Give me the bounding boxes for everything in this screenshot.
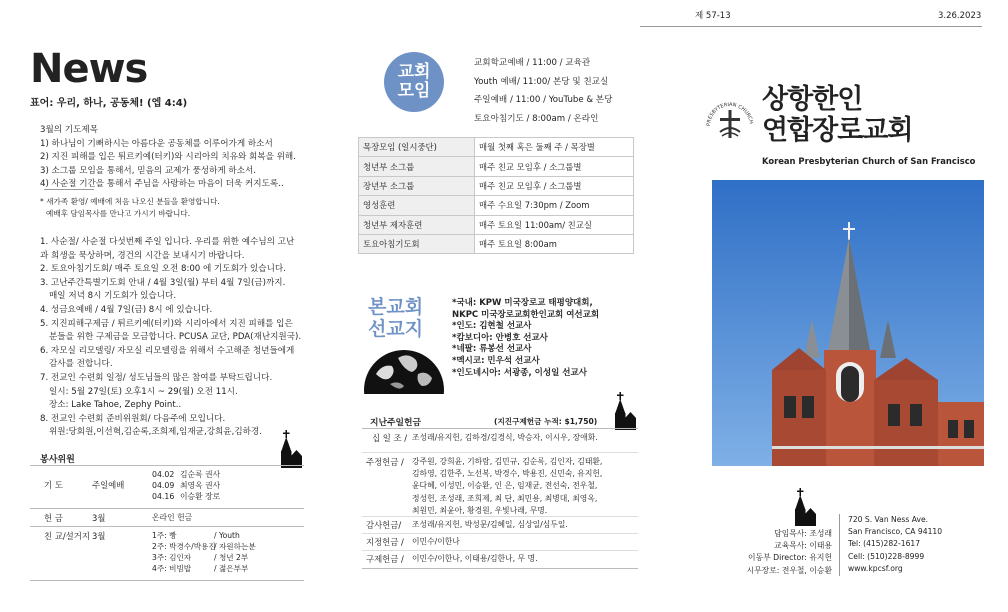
- schedule-time: 매주 친교 모임후 / 소그룹별: [475, 176, 634, 195]
- schedule-row: [359, 196, 634, 215]
- church-name-korean: [762, 84, 913, 146]
- contact-cell: Cell: (510)228-8999: [848, 551, 925, 561]
- service-person: 최영옥 권사: [180, 481, 221, 490]
- mission-title-line: 본교회: [368, 296, 424, 318]
- service-date: 04.02: [152, 470, 175, 479]
- mission-line: *캄보디아: 안병호 선교사: [452, 332, 548, 343]
- issue-number: 제 57-13: [695, 11, 731, 21]
- badge-line: 모임: [397, 81, 431, 101]
- mission-list: [452, 298, 599, 379]
- announcement-line: 6. 자모실 리모델링/ 자모실 리모델링을 위해서 수고해준 청년들에게: [40, 345, 295, 356]
- announcement-line: 1. 사순절/ 사순절 다섯번째 주일 입니다. 우리를 위한 예수님의 고난: [40, 237, 295, 247]
- mission-line: *네팔: 류봉선 선교사: [452, 344, 532, 355]
- prayer-item: 3) 소그룹 모임을 통해서, 믿음의 교제가 풍성하게 하소서.: [40, 165, 257, 176]
- service-row: [30, 512, 304, 524]
- schedule-row: [359, 157, 634, 176]
- news-title: News: [30, 46, 148, 92]
- offering-label: 십 일 조 /: [372, 433, 408, 443]
- worship-line: 토요아침기도 / 8:00am / 온라인: [474, 113, 599, 124]
- announcement-line: 5. 지진피해구제금 / 튀르키예(터키)와 시리아에서 지진 피해를 입은: [40, 318, 293, 329]
- worship-line: 주일예배 / 11:00 / YouTube & 본당: [474, 95, 613, 105]
- announcement-line: 위원:당회원,이선혁,김순록,조희제,임재균,강희윤,김하경.: [49, 427, 262, 438]
- schedule-time: 매주 토요일 8:00am: [475, 234, 634, 253]
- welcome-line: * 새가족 환영/ 예배에 처음 나오신 분들을 환영합니다.: [40, 197, 220, 206]
- offering-label: 지정헌금 /: [366, 537, 404, 547]
- service-week: 2주: 박경수/박용진: [152, 542, 216, 551]
- offering-row: [362, 456, 638, 517]
- service-row: [30, 530, 304, 574]
- mission-title-line: 선교지: [368, 318, 424, 340]
- church-name-line: 연합장로교회: [762, 115, 913, 146]
- mission-line: *멕시코: 민우석 선교사: [452, 355, 540, 366]
- announcement-line: 7. 전교인 수련회 일정/ 성도님들의 많은 참여를 부탁드립니다.: [40, 372, 273, 383]
- church-silhouette-icon: [610, 392, 636, 430]
- globe-icon: [362, 344, 446, 394]
- schedule-name: 청년부 소그룹: [359, 157, 475, 176]
- announcement-line: 감사를 전합니다.: [49, 359, 113, 370]
- mission-line: *국내: KPW 미국장로교 태평양대회,: [452, 298, 593, 308]
- service-label: 친 교/설거지: [44, 531, 90, 541]
- service-category: 3월: [92, 513, 106, 523]
- service-date: 04.09: [152, 481, 175, 490]
- announcement-line: 일시: 5월 27일(토) 오후1시 ~ 29(월) 오전 11시.: [49, 386, 238, 397]
- service-person: / 청년 2부: [214, 553, 249, 562]
- seal-text: PRESBYTERIAN CHURCH: [705, 101, 754, 127]
- offering-names: 강주원, 강희윤, 기하람, 김민규, 김순록, 김인자, 김태환,: [412, 457, 603, 466]
- service-category: 주일예배: [92, 480, 125, 490]
- offering-row: [362, 553, 638, 565]
- schedule-table: [358, 137, 634, 254]
- announcement-line: 분들을 위한 구제금을 모금합니다. PCUSA 교단, PDA(재난지원국).: [49, 332, 302, 343]
- schedule-name: 목장모임 (일시중단): [359, 138, 475, 157]
- announcement-line: 3. 고난주간특별기도회 안내 / 4월 3일(월) 부터 4월 7일(금)까지.: [40, 277, 286, 288]
- announcement-line: 8. 전교인 수련회 준비위원회/ 다음주에 모입니다.: [40, 413, 226, 424]
- worship-line: Youth 예배/ 11:00/ 본당 및 친교실: [474, 76, 609, 87]
- service-week: 1주: 빵: [152, 531, 177, 540]
- schedule-name: 청년부 제자훈련: [359, 215, 475, 234]
- offering-label: 주정헌금 /: [366, 457, 404, 467]
- service-week: 4주: 비빔밥: [152, 564, 192, 573]
- offering-label: 감사헌금/: [366, 520, 402, 530]
- service-person: / Youth: [214, 531, 240, 540]
- service-week: 3주: 김인자: [152, 553, 192, 562]
- service-row: [30, 467, 304, 505]
- announcement-line: 매일 저녁 8시 기도회가 있습니다.: [49, 291, 177, 302]
- staff-line: 담임목사: 조성래: [774, 529, 832, 538]
- offering-names: 이민수/이한나, 이태용/김한나, 무 명.: [412, 554, 538, 563]
- schedule-time: 매주 토요일 11:00am/ 친교실: [475, 215, 634, 234]
- schedule-name: 영성훈련: [359, 196, 475, 215]
- announcement-list: [40, 236, 301, 440]
- offering-names: 조성래/유지헌, 김하경/김경식, 박승자, 이시우, 장애화.: [412, 433, 598, 442]
- church-silhouette-icon: [790, 488, 816, 526]
- welcome-section: [40, 196, 220, 220]
- contact-city: San Francisco, CA 94110: [848, 527, 943, 537]
- schedule-row: [359, 138, 634, 157]
- service-person: 온라인 헌금: [152, 513, 193, 522]
- contact-info: [848, 514, 942, 575]
- service-person: / 자원하는분: [214, 542, 256, 551]
- church-name-line: 상항한인: [762, 84, 863, 115]
- service-person: 이승환 장로: [180, 492, 221, 501]
- contact-phone: Tel: (415)282-1617: [848, 539, 921, 549]
- offering-row: [362, 432, 638, 444]
- church-photo: [712, 180, 984, 466]
- service-label: 기 도: [44, 480, 63, 490]
- announcement-line: 2. 토요아침기도회/ 매주 토요일 오전 8:00 에 기도회가 있습니다.: [40, 264, 286, 275]
- staff-list: [722, 528, 832, 577]
- service-person: 김순록 권사: [180, 470, 221, 479]
- service-title: 봉사위원: [40, 455, 75, 465]
- contact-website: www.kpcsf.org: [848, 563, 903, 573]
- mission-line: NKPC 미국장로교회한인교회 여선교회: [452, 309, 600, 320]
- service-category: 3월: [92, 531, 106, 541]
- staff-line: 이동부 Director: 유지헌: [748, 553, 832, 563]
- mission-line: *인도네시아: 서광종, 이성일 선교사: [452, 367, 587, 378]
- svg-text:PRESBYTERIAN CHURCH (U.S.A.): [702, 96, 754, 126]
- service-table: [30, 467, 304, 505]
- badge-line: 교회: [397, 62, 431, 82]
- schedule-name: 토요아침기도회: [359, 234, 475, 253]
- schedule-row: [359, 176, 634, 195]
- announcement-line: 장소: Lake Tahoe, Zephy Point..: [49, 400, 182, 411]
- gathering-badge: [384, 52, 444, 112]
- worship-times: [474, 54, 612, 128]
- offering-names: 이민수/이한나: [412, 537, 460, 546]
- schedule-time: 매주 친교 모임후 / 소그룹별: [475, 157, 634, 176]
- prayer-title: 3월의 기도제목: [40, 125, 99, 135]
- offering-names: 김하영, 김한주, 노선복, 박경수, 박용진, 신민숙, 유지헌,: [412, 469, 603, 479]
- announcement-line: 4. 성금요예배 / 4월 7일(금) 8시 에 있습니다.: [40, 304, 213, 315]
- offering-label: 구제헌금 /: [366, 554, 404, 564]
- church-name-english: Korean Presbyterian Church of San Francisco: [762, 156, 976, 166]
- offering-names: 정성헌, 조성래, 조희제, 최 단, 최민용, 최병대, 최영옥,: [412, 493, 598, 503]
- service-label: 헌 금: [44, 513, 63, 523]
- welcome-line: 예배후 담임목사를 만나고 가시기 바랍니다.: [46, 209, 191, 218]
- offering-names: 조성래/유지헌, 박성문/김혜일, 심상일/심두일.: [412, 520, 568, 529]
- church-silhouette-icon: [276, 430, 302, 468]
- mission-title: [368, 296, 423, 340]
- offering-table: [362, 432, 638, 444]
- announcement-line: 과 희생을 묵상하며, 경건의 시간을 보내시기 바랍니다.: [40, 250, 245, 261]
- offering-table: [362, 456, 638, 517]
- schedule-row: [359, 234, 634, 253]
- mission-line: *인도: 김현철 선교사: [452, 321, 532, 332]
- news-motto: 표어: 우리, 하나, 공동체! (엡 4:4): [30, 98, 188, 109]
- offering-relief-total: (지진구제헌금 누적: $1,750): [494, 417, 598, 426]
- prayer-item: 1) 하나님이 기뻐하시는 아름다운 공동체를 이루어가게 하소서: [40, 138, 273, 149]
- offering-row: [362, 519, 638, 531]
- prayer-item: 4) 사순절 기간을 통해서 주님을 사랑하는 마음이 더욱 커지도록..: [40, 179, 284, 190]
- schedule-time: 매월 첫째 혹은 둘째 주 / 목장별: [475, 138, 634, 157]
- contact-address: 720 S. Van Ness Ave.: [848, 515, 929, 524]
- staff-line: 시무장로: 전우철, 이승환: [746, 565, 832, 575]
- prayer-item: 2) 지진 피해를 입은 튀르키예(터키)와 시리아의 치유와 회복을 위해.: [40, 152, 296, 163]
- offering-names: 최원민, 최윤아, 황경원, 우빛나래, 무명.: [412, 505, 548, 515]
- offering-title: 지난주일헌금: [370, 418, 421, 428]
- issue-date: 3.26.2023: [938, 11, 982, 21]
- prayer-section: [40, 124, 340, 192]
- pcusa-seal-logo: [702, 96, 758, 152]
- service-date: 04.16: [152, 492, 175, 501]
- service-person: / 젊은부부: [214, 564, 249, 573]
- schedule-row: [359, 215, 634, 234]
- offering-row: [362, 536, 638, 548]
- schedule-time: 매주 수요일 7:30pm / Zoom: [475, 196, 634, 215]
- schedule-name: 장년부 소그룹: [359, 176, 475, 195]
- staff-line: 교육목사: 이태용: [774, 541, 832, 551]
- offering-names: 윤다혜, 이성민, 이승환, 인 은, 임재균, 전선숙, 전우철,: [412, 481, 598, 491]
- worship-line: 교회학교예배 / 11:00 / 교육관: [474, 58, 591, 68]
